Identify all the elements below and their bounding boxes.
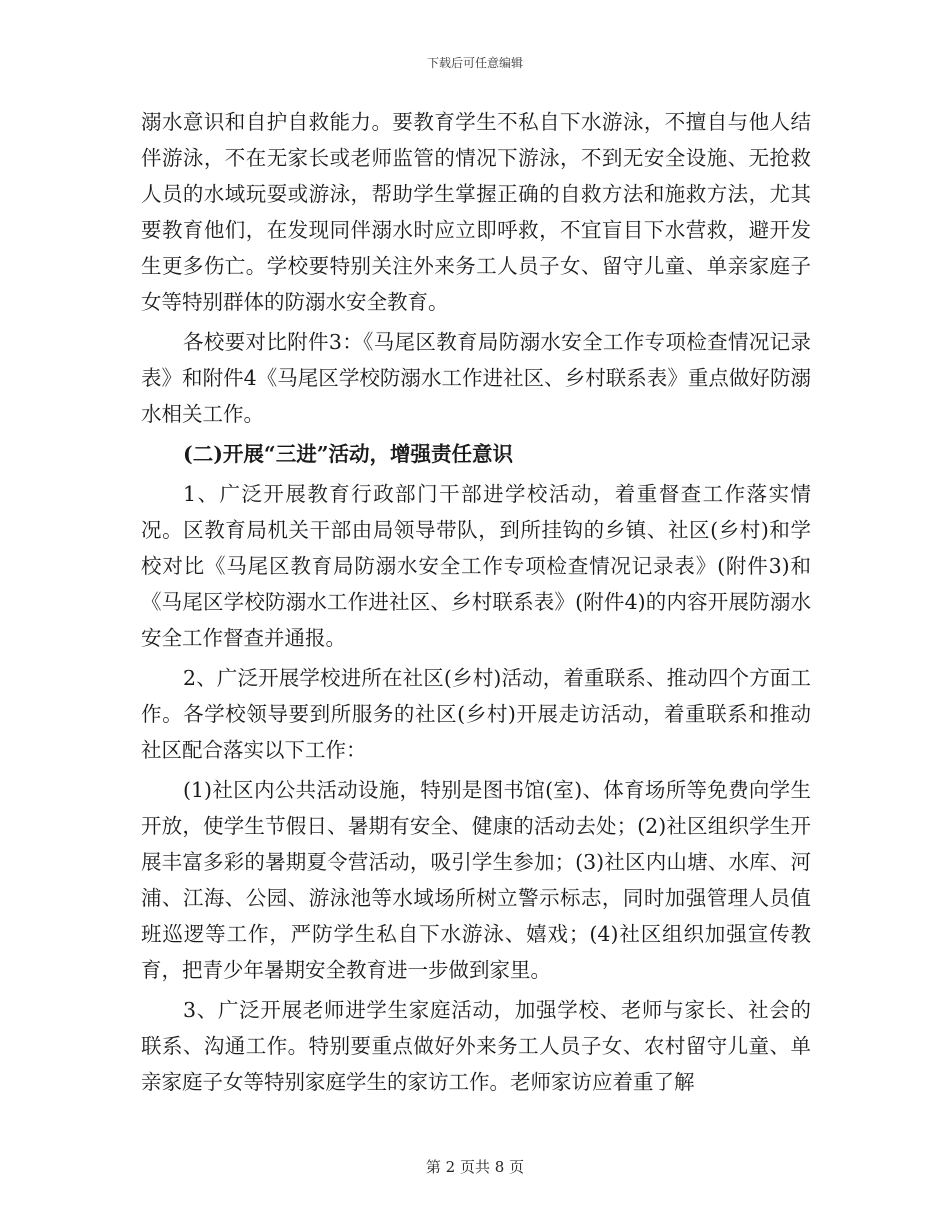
document-body xyxy=(141,104,811,1104)
paragraph-item-2: 2、广泛开展学校进所在社区(乡村)活动，着重联系、推动四个方面工作。各学校领导要到所服务的社区(乡村)开展走访活动，着重联系和推动社区配合落实以下工作： xyxy=(141,666,811,762)
page-header: 下载后可任意编辑 xyxy=(426,56,523,70)
paragraph-subitems: (1)社区内公共活动设施，特别是图书馆(室)、体育场所等免费向学生开放，使学生节假日、暑期有安全、健康的活动去处；(2)社区组织学生开展丰富多彩的暑期夏令营活动，吸引学生参加；(3)社区内山塘、水库、河浦、江海、公园、游泳池等水域场所树立警示标志，同时加强管理人员值班巡逻等工作，严防学生私自下水游泳、嬉戏；(4)社区组织加强宣传教育，把青少年暑期安全教育进一步做到家里。 xyxy=(141,778,811,982)
paragraph-item-1: 1、广泛开展教育行政部门干部进学校活动，着重督查工作落实情况。区教育局机关干部由局领导带队，到所挂钩的乡镇、社区(乡村)和学校对比《马尾区教育局防溺水安全工作专项检查情况记录表》(附件3)和《马尾区学校防溺水工作进社区、乡村联系表》(附件4)的内容开展防溺水安全工作督查并通报。 xyxy=(141,482,811,650)
paragraph-attachments: 各校要对比附件3：《马尾区教育局防溺水安全工作专项检查情况记录表》和附件4《马尾区学校防溺水工作进社区、乡村联系表》重点做好防溺水相关工作。 xyxy=(141,330,811,426)
paragraph-continuation: 溺水意识和自护自救能力。要教育学生不私自下水游泳，不擅自与他人结伴游泳，不在无家长或老师监管的情况下游泳，不到无安全设施、无抢救人员的水域玩耍或游泳，帮助学生掌握正确的自救方法和施救方法，尤其要教育他们，在发现同伴溺水时应立即呼救，不宜盲目下水营救，避开发生更多伤亡。学校要特别关注外来务工人员子女、留守儿童、单亲家庭子女等特别群体的防溺水安全教育。 xyxy=(141,110,811,314)
paragraph-item-3: 3、广泛开展老师进学生家庭活动，加强学校、老师与家长、社会的联系、沟通工作。特别要重点做好外来务工人员子女、农村留守儿童、单亲家庭子女等特别家庭学生的家访工作。老师家访应着重了解 xyxy=(141,998,811,1094)
section-heading: (二)开展“三进”活动，增强责任意识 xyxy=(183,442,513,466)
page-footer: 第 2 页共 8 页 xyxy=(425,1158,525,1176)
